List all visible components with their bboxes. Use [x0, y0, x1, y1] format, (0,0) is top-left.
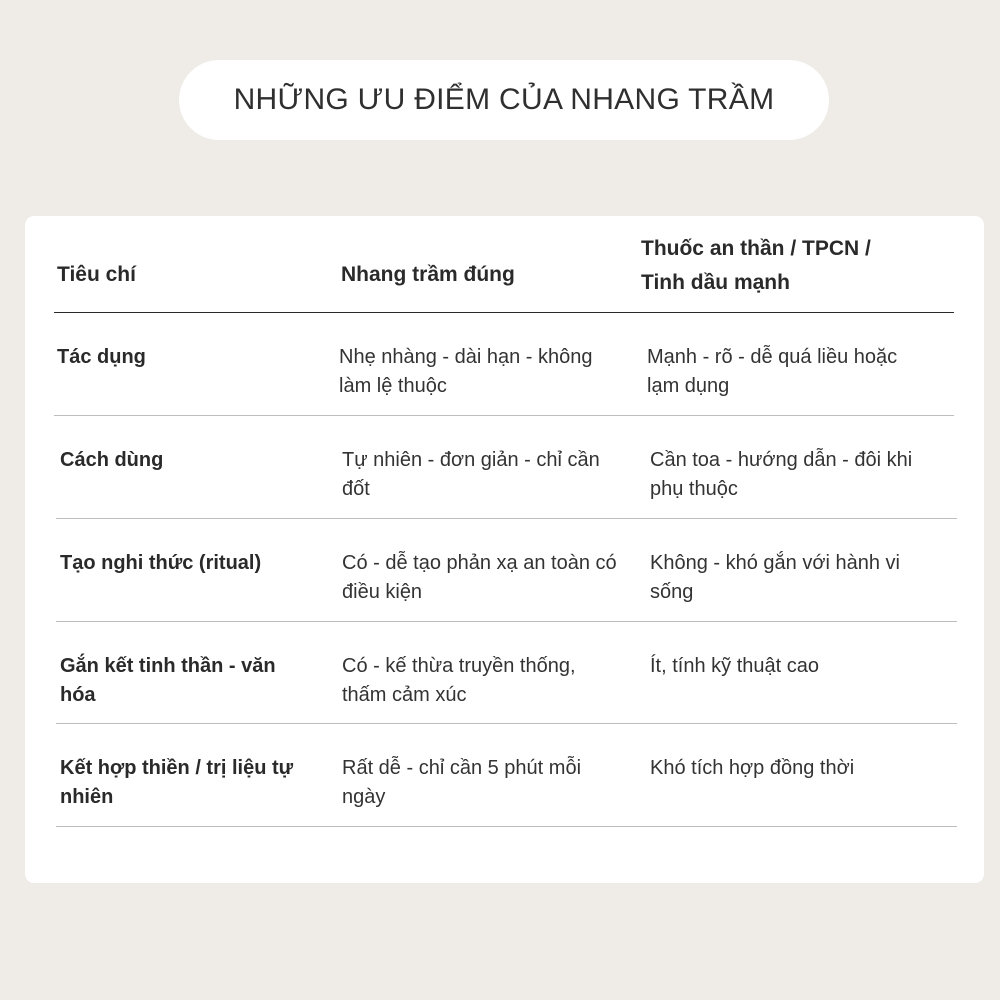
row-4-medicine: Ít, tính kỹ thuật cao: [650, 655, 819, 677]
page-title: NHỮNG ƯU ĐIỂM CỦA NHANG TRẦM: [233, 83, 775, 116]
row-divider: [54, 415, 954, 416]
row-1-incense: Nhẹ nhàng - dài hạn - không làm lệ thuộc: [339, 346, 593, 397]
header-medicine-line2: Tinh dầu mạnh: [641, 271, 790, 294]
row-5-criterion: Kết hợp thiền / trị liệu tự nhiên: [60, 757, 294, 808]
row-3-medicine: Không - khó gắn với hành vi sống: [650, 552, 900, 603]
row-5-incense: Rất dễ - chỉ cần 5 phút mỗi ngày: [342, 757, 582, 808]
title-banner: [179, 60, 829, 140]
row-2-criterion: Cách dùng: [60, 449, 164, 471]
row-1-medicine: Mạnh - rõ - dễ quá liều hoặc lạm dụng: [647, 346, 898, 397]
row-divider: [56, 826, 957, 827]
header-divider: [54, 312, 954, 313]
row-2-incense: Tự nhiên - đơn giản - chỉ cần đốt: [342, 449, 600, 500]
row-2-medicine: Cần toa - hướng dẫn - đôi khi phụ thuộc: [650, 449, 913, 500]
row-divider: [56, 518, 957, 519]
row-divider: [56, 723, 957, 724]
row-4-incense: Có - kế thừa truyền thống, thấm cảm xúc: [342, 655, 576, 706]
row-divider: [56, 621, 957, 622]
header-medicine: [641, 232, 941, 300]
header-medicine-line1: Thuốc an thần / TPCN /: [641, 237, 871, 260]
header-criterion: Tiêu chí: [57, 263, 136, 286]
header-incense: Nhang trầm đúng: [341, 263, 515, 286]
comparison-table: [25, 216, 984, 883]
row-4-criterion: Gắn kết tinh thần - văn hóa: [60, 655, 276, 706]
row-3-incense: Có - dễ tạo phản xạ an toàn có điều kiện: [342, 552, 617, 603]
row-3-criterion: Tạo nghi thức (ritual): [60, 552, 262, 574]
row-1-criterion: Tác dụng: [57, 346, 146, 368]
row-5-medicine: Khó tích hợp đồng thời: [650, 757, 855, 779]
